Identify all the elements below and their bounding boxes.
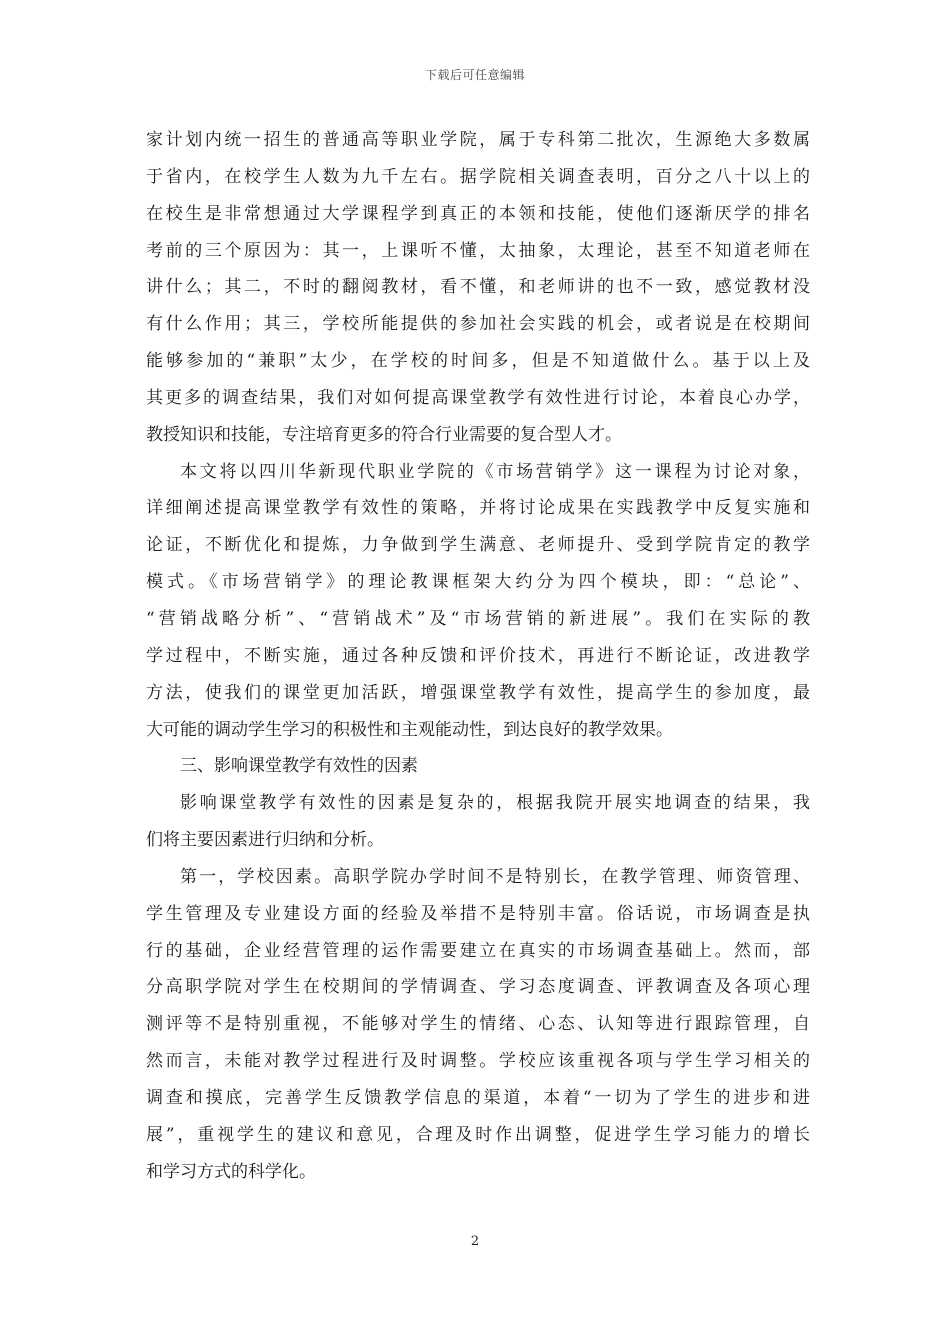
text-line: 然而言，未能对教学过程进行及时调整。学校应该重视各项与学生学习相关的 xyxy=(146,1051,810,1072)
text-line: 家计划内统一招生的普通高等职业学院，属于专科第二批次，生源绝大多数属 xyxy=(146,130,810,150)
text-line: 大可能的调动学生学习的积极性和主观能动性，到达良好的教学效果。 xyxy=(146,719,673,740)
text-line: 学生管理及专业建设方面的经验及举措不是特别丰富。俗话说，市场调查是执 xyxy=(146,903,810,924)
text-line: 模式。《市场营销学》的理论教课框架大约分为四个模块，即：“总论”、 xyxy=(146,572,810,593)
text-line: 其更多的调查结果，我们对如何提高课堂教学有效性进行讨论，本着良心办学， xyxy=(146,387,810,408)
text-line: 第一，学校因素。高职学院办学时间不是特别长，在教学管理、师资管理、 xyxy=(180,866,810,887)
text-line: 论证，不断优化和提炼，力争做到学生满意、老师提升、受到学院肯定的教学 xyxy=(146,535,810,556)
paragraph-school-factors xyxy=(146,859,810,1191)
text-line: 和学习方式的科学化。 xyxy=(146,1161,316,1182)
text-line: 调查和摸底，完善学生反馈教学信息的渠道，本着“一切为了学生的进步和进 xyxy=(146,1087,810,1108)
paragraph-course-intro xyxy=(146,454,810,749)
text-line: 影响课堂教学有效性的因素是复杂的，根据我院开展实地调查的结果，我 xyxy=(180,793,810,814)
text-line: 方法，使我们的课堂更加活跃，增强课堂教学有效性，提高学生的参加度，最 xyxy=(146,682,810,703)
text-line: 学过程中，不断实施，通过各种反馈和评价技术，再进行不断论证，改进教学 xyxy=(146,645,810,666)
text-line: 在校生是非常想通过大学课程学到真正的本领和技能，使他们逐渐厌学的排名 xyxy=(146,203,810,224)
text-line: 有什么作用；其三，学校所能提供的参加社会实践的机会，或者说是在校期间 xyxy=(146,314,810,335)
page-number: 2 xyxy=(470,1234,480,1249)
text-line: 分高职学院对学生在校期间的学情调查、学习态度调查、评教调查及各项心理 xyxy=(146,977,810,998)
paragraph-factors-intro xyxy=(146,785,810,859)
section-heading xyxy=(146,748,810,785)
text-line: 讲什么；其二，不时的翻阅教材，看不懂，和老师讲的也不一致，感觉教材没 xyxy=(146,277,810,298)
text-line: “营销战略分析”、“营销战术”及“市场营销的新进展”。我们在实际的教 xyxy=(146,608,810,629)
text-line: 展”，重视学生的建议和意见，合理及时作出调整，促进学生学习能力的增长 xyxy=(146,1124,810,1145)
text-line: 们将主要因素进行归纳和分析。 xyxy=(146,830,384,851)
text-line: 教授知识和技能，专注培育更多的符合行业需要的复合型人才。 xyxy=(146,424,622,445)
document-body xyxy=(146,122,810,1190)
paragraph-continuation xyxy=(146,122,810,454)
page-header: 下载后可任意编辑 xyxy=(424,68,525,82)
text-line: 详细阐述提高课堂教学有效性的策略，并将讨论成果在实践教学中反复实施和 xyxy=(146,498,810,519)
text-line: 于省内，在校学生人数为九千左右。据学院相关调查表明，百分之八十以上的 xyxy=(146,166,810,187)
text-line: 本文将以四川华新现代职业学院的《市场营销学》这一课程为讨论对象， xyxy=(180,461,810,482)
text-line: 考前的三个原因为：其一，上课听不懂，太抽象，太理论，甚至不知道老师在 xyxy=(146,240,810,261)
text-line: 能够参加的“兼职”太少，在学校的时间多，但是不知道做什么。基于以上及 xyxy=(146,351,810,372)
section-heading-text: 三、影响课堂教学有效性的因素 xyxy=(180,756,418,777)
text-line: 测评等不是特别重视，不能够对学生的情绪、心态、认知等进行跟踪管理，自 xyxy=(146,1014,810,1035)
text-line: 行的基础，企业经营管理的运作需要建立在真实的市场调查基础上。然而，部 xyxy=(146,940,810,961)
